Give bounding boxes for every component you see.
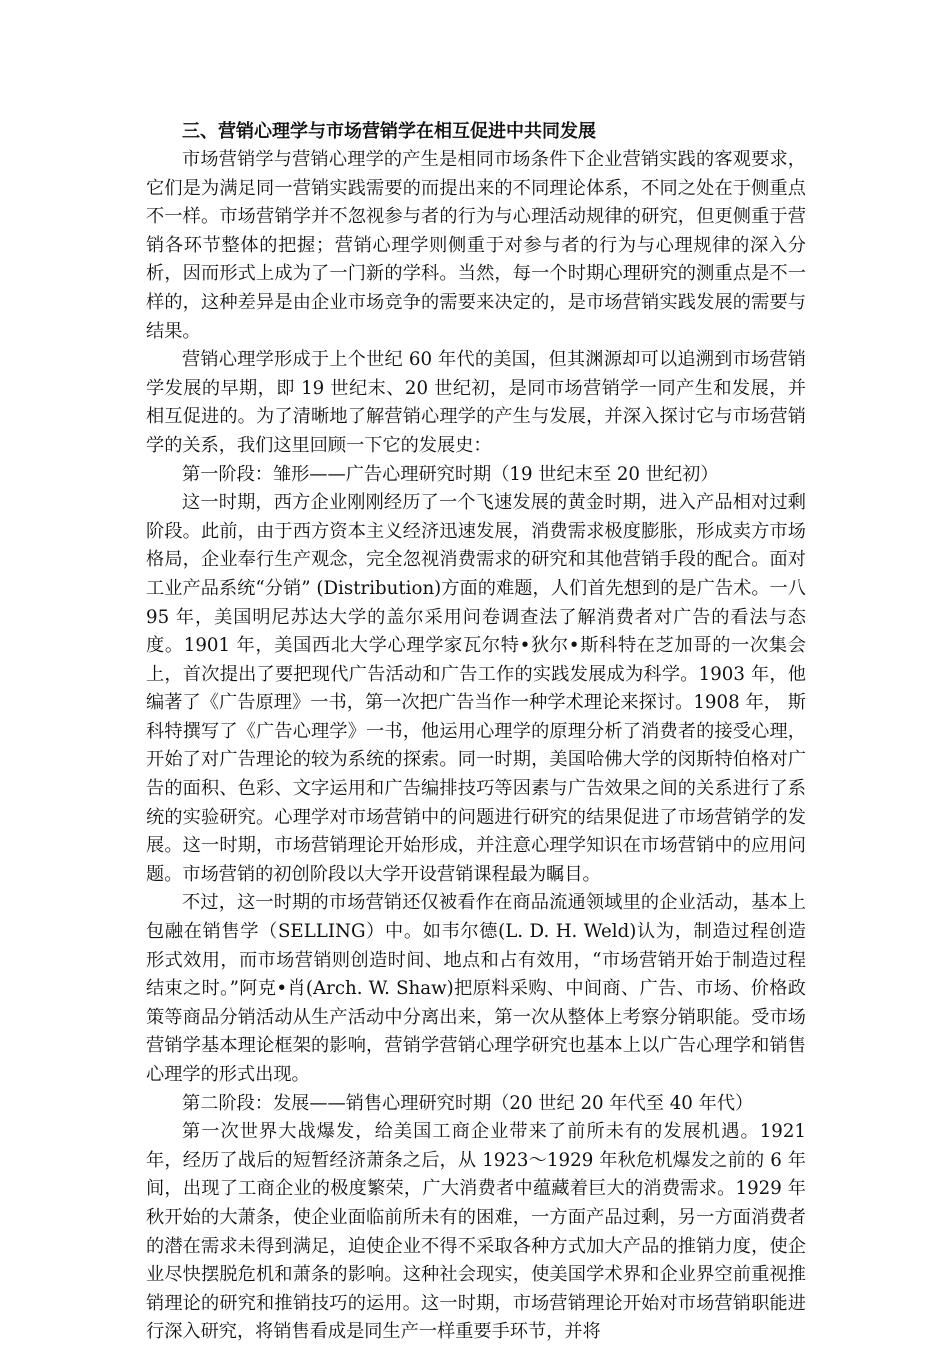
- section-heading: 三、营销心理学与市场营销学在相互促进中共同发展: [182, 121, 596, 142]
- paragraph-stage-one-continued: 不过，这一时期的市场营销还仅被看作在商品流通领域里的企业活动，基本上包融在销售学（SELLING）中。如韦尔德(L. D. H. Weld)认为，制造过程创造形式效用，而市场营销则创造时间、地点和占有效用，“市场营销开始于制造过程结束之时。”阿克•肖(Arch. W. Shaw)把原料采购、中间商、广告、市场、价格政策等商品分销活动从生产活动中分离出来，第一次从整体上考察分销职能。受市场营销学基本理论框架的影响，营销学营销心理学研究也基本上以广告心理学和销售心理学的形式出现。: [146, 892, 806, 1085]
- paragraph-stage-one: 这一时期，西方企业刚刚经历了一个飞速发展的黄金时期，进入产品相对过剩阶段。此前，由于西方资本主义经济迅速发展，消费需求极度膨胀，形成卖方市场格局，企业奉行生产观念，完全忽视消费需求的研究和其他营销手段的配合。面对工业产品系统“分销” (Distribution)方面的难题，人们首先想到的是广告术。一八 95 年，美国明尼苏达大学的盖尔采用问卷调查法了解消费者对广告的看法与态度。1901 年，美国西北大学心理学家瓦尔特•狄尔•斯科特在芝加哥的一次集会上，首次提出了要把现代广告活动和广告工作的实践发展成为科学。1903 年，他编著了《广告原理》一书，第一次把广告当作一种学术理论来探讨。1908 年， 斯科特撰写了《广告心理学》一书，他运用心理学的原理分析了消费者的接受心理，开始了对广告理论的较为系统的探索。同一时期，美国哈佛大学的闵斯特伯格对广告的面积、色彩、文字运用和广告编排技巧等因素与广告效果之间的关系进行了系统的实验研究。心理学对市场营销中的问题进行研究的结果促进了市场营销学的发展。这一时期，市场营销理论开始形成，并注意心理学知识在市场营销中的应用问题。市场营销的初创阶段以大学开设营销课程最为瞩目。: [146, 492, 806, 885]
- stage-two-heading: 第二阶段：发展——销售心理研究时期（20 世纪 20 年代至 40 年代）: [182, 1092, 754, 1114]
- paragraph-stage-two: 第一次世界大战爆发，给美国工商企业带来了前所未有的发展机遇。1921 年，经历了战后的短暂经济萧条之后，从 1923～1929 年秋危机爆发之前的 6 年间，出现了工商企业的极度繁荣，广大消费者中蕴藏着巨大的消费需求。1929 年秋开始的大萧条，使企业面临前所未有的困难，一方面产品过剩，另一方面消费者的潜在需求未得到满足，迫使企业不得不采取各种方式加大产品的推销力度，使企业尽快摆脱危机和萧条的影响。这种社会现实，使美国学术界和企业界空前重视推销理论的研究和推销技巧的运用。这一时期，市场营销理论开始对市场营销职能进行深入研究，将销售看成是同生产一样重要手环节，并将: [146, 1121, 806, 1343]
- document-page: [146, 118, 806, 1347]
- stage-one-heading: 第一阶段：雏形——广告心理研究时期（19 世纪末至 20 世纪初）: [182, 463, 719, 485]
- paragraph-origin: 营销心理学形成于上个世纪 60 年代的美国，但其渊源却可以追溯到市场营销学发展的早期，即 19 世纪末、20 世纪初，是同市场营销学一同产生和发展，并相互促进的。为了清晰地了解营销心理学的产生与发展，并深入探讨它与市场营销学的关系，我们这里回顾一下它的发展史：: [146, 349, 806, 456]
- paragraph-intro: 市场营销学与营销心理学的产生是相同市场条件下企业营销实践的客观要求，它们是为满足同一营销实践需要的而提出来的不同理论体系，不同之处在于侧重点不一样。市场营销学并不忽视参与者的行为与心理活动规律的研究，但更侧重于营销各环节整体的把握；营销心理学则侧重于对参与者的行为与心理规律的深入分析，因而形式上成为了一门新的学科。当然，每一个时期心理研究的测重点是不一样的，这种差异是由企业市场竞争的需要来决定的，是市场营销实践发展的需要与结果。: [146, 149, 806, 342]
